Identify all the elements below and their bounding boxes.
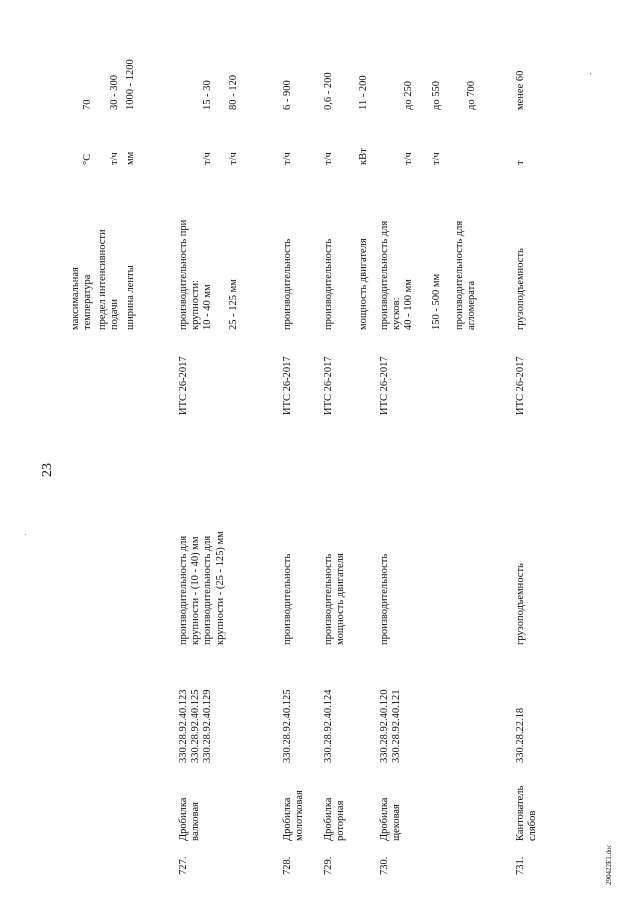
parameter-value-line: до 550 bbox=[431, 81, 442, 110]
standard-reference-line: ИТС 26-2017 bbox=[515, 356, 526, 415]
equipment-name-line: Дробилка bbox=[379, 797, 390, 841]
characteristic-line: крупности - (25 - 125) мм bbox=[214, 531, 226, 645]
parameter-value-line: 1000 - 1200 bbox=[125, 59, 136, 110]
parameter-name-line: подачи bbox=[109, 298, 121, 330]
characteristic-line: крупности - (10 - 40) мм bbox=[190, 536, 202, 645]
characteristic-line: производительность bbox=[323, 553, 334, 645]
equipment-code-line: 330.28.92.40.125 bbox=[190, 689, 202, 763]
parameter-name-line: предел интенсивности bbox=[97, 229, 108, 330]
parameter-unit-line: т/ч bbox=[228, 152, 239, 165]
parameter-name-line: производительность для bbox=[379, 220, 390, 330]
parameter-name-line: 10 - 40 мм bbox=[202, 284, 214, 330]
equipment-name-line: щековая bbox=[391, 804, 403, 841]
equipment-code-line: 330.28.22.18 bbox=[515, 707, 526, 763]
parameter-value-line: менее 60 bbox=[515, 70, 526, 110]
parameter-name-line: 40 - 100 мм bbox=[403, 279, 415, 330]
parameter-name-line: ширина ленты bbox=[125, 265, 136, 330]
parameter-name-line: мощность двигателя bbox=[358, 238, 369, 330]
parameter-name-line: кусков: bbox=[391, 297, 403, 330]
parameter-unit-line: т/ч bbox=[431, 152, 442, 165]
row-number-line: 731. bbox=[515, 856, 526, 875]
parameter-name-line: производительность для bbox=[454, 220, 465, 330]
equipment-code-line: 330.28.92.40.121 bbox=[391, 689, 403, 763]
parameter-unit-line: т bbox=[515, 160, 526, 165]
parameter-unit-line: т/ч bbox=[202, 152, 214, 165]
parameter-name-line: агломерата bbox=[466, 280, 478, 330]
parameter-unit-line: кВт bbox=[358, 148, 369, 165]
parameter-name-line: 25 - 125 мм bbox=[228, 279, 239, 330]
equipment-name-line: слябов bbox=[527, 810, 539, 841]
parameter-unit-line: т/ч bbox=[403, 152, 415, 165]
standard-reference-line: ИТС 26-2017 bbox=[379, 356, 390, 415]
characteristic-line: производительность bbox=[379, 553, 390, 645]
equipment-name-line: Дробилка bbox=[282, 797, 293, 841]
parameter-name-line: производительность при bbox=[178, 219, 189, 330]
parameter-value-line: до 250 bbox=[403, 81, 415, 110]
parameter-name-line: температура bbox=[82, 274, 94, 330]
parameter-name-line: грузоподъемность bbox=[515, 248, 526, 330]
parameter-unit-line: т/ч bbox=[323, 152, 334, 165]
parameter-name-line: 150 - 500 мм bbox=[431, 273, 442, 330]
equipment-code-line: 330.28.92.40.129 bbox=[202, 689, 214, 763]
parameter-value-line: 15 - 30 bbox=[202, 80, 214, 110]
parameter-name-line: производительность bbox=[323, 238, 334, 330]
equipment-code-line: 330.28.92.40.125 bbox=[282, 689, 293, 763]
parameter-unit-line: т/ч bbox=[109, 152, 121, 165]
footer-filename: 290422E1.doc bbox=[605, 844, 613, 885]
parameter-name-line: крупности: bbox=[190, 280, 202, 330]
equipment-name-line: роторная bbox=[335, 800, 347, 841]
standard-reference-line: ИТС 26-2017 bbox=[323, 356, 334, 415]
parameter-name-line: максимальная bbox=[70, 267, 81, 330]
characteristic-line: мощность двигателя bbox=[335, 553, 347, 645]
characteristic-line: производительность bbox=[282, 553, 293, 645]
scan-mark bbox=[25, 534, 26, 535]
equipment-code-line: 330.28.92.40.120 bbox=[379, 689, 390, 763]
equipment-name-line: Дробилка bbox=[178, 797, 189, 841]
equipment-name-line: Кантователь bbox=[515, 785, 526, 841]
parameter-value-line: 6 - 900 bbox=[282, 80, 293, 110]
parameter-unit-line: т/ч bbox=[282, 152, 293, 165]
parameter-unit-line: мм bbox=[125, 151, 136, 165]
page-number: 23 bbox=[40, 463, 55, 477]
standard-reference-line: ИТС 26-2017 bbox=[178, 356, 189, 415]
parameter-value-line: 11 - 200 bbox=[358, 75, 369, 110]
equipment-code-line: 330.28.92.40.123 bbox=[178, 689, 189, 763]
parameter-value-line: 30 - 300 bbox=[109, 75, 121, 110]
row-number-line: 728. bbox=[282, 856, 293, 875]
parameter-value-line: 80 - 120 bbox=[228, 75, 239, 110]
scan-mark bbox=[590, 73, 591, 75]
parameter-value-line: 0,6 - 200 bbox=[323, 72, 334, 110]
parameter-name-line: производительность bbox=[282, 238, 293, 330]
row-number-line: 730. bbox=[379, 856, 390, 875]
parameter-value-line: 70 bbox=[82, 99, 94, 110]
equipment-name-line: молотковая bbox=[294, 790, 306, 841]
characteristic-line: производительность для bbox=[202, 535, 214, 645]
parameter-value-line: до 700 bbox=[466, 81, 478, 110]
rotated-table bbox=[20, 20, 620, 885]
equipment-code-line: 330.28.92.40.124 bbox=[323, 689, 334, 763]
parameter-unit-line: °C bbox=[82, 153, 94, 165]
row-number-line: 727. bbox=[178, 856, 189, 875]
characteristic-line: грузоподъемность bbox=[515, 563, 526, 645]
characteristic-line: производительность для bbox=[178, 535, 189, 645]
equipment-name-line: валковая bbox=[190, 802, 202, 841]
standard-reference-line: ИТС 26-2017 bbox=[282, 356, 293, 415]
equipment-name-line: Дробилка bbox=[323, 797, 334, 841]
row-number-line: 729. bbox=[323, 856, 334, 875]
